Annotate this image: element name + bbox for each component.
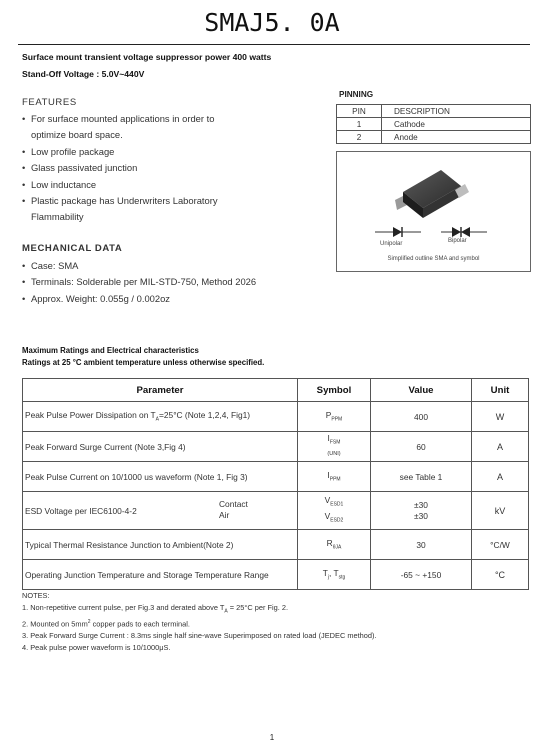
pin-description: Anode (382, 131, 531, 144)
page-number: 1 (269, 733, 275, 742)
list-item: • Low profile package (22, 145, 115, 157)
parameter-cell: ESD Voltage per IEC6100-4-2 Contact Air (23, 492, 298, 530)
note-2: 2. Mounted on $5mm^2$ copper pads to each terminal. (22, 619, 190, 629)
symbol-cell: $T_j$, $T_{stg}$ (298, 560, 371, 590)
symbol-cell: $I_{FSM}$ (UNI) (298, 432, 371, 462)
parameter-cell: Typical Thermal Resistance Junction to Ambient(Note 2) (23, 530, 298, 560)
value-cell: ±30 ±30 (371, 492, 472, 530)
list-item: • Plastic package has Underwriters Laboratory (22, 195, 218, 207)
document-title: SMAJ5. 0A (204, 8, 340, 37)
list-item: • Approx. Weight: 0.055g / 0.002oz (22, 292, 170, 304)
unit-cell: W (472, 402, 529, 432)
unipolar-label: Unipolar (380, 241, 403, 247)
table-row (337, 118, 531, 131)
sma-package-image (337, 152, 530, 271)
condition-contact: Contact (219, 499, 248, 509)
pinning-heading: PINNING (339, 90, 374, 99)
pin-number: 1 (337, 118, 382, 131)
standoff-voltage: Stand-Off Voltage : 5.0V~440V (22, 69, 145, 79)
symbol-cell: $I_{PPM}$ (298, 462, 371, 492)
value-cell: -65 ~ +150 (371, 560, 472, 590)
symbol-cell: $R_{\theta JA}$ (298, 530, 371, 560)
note-3: 3. Peak Forward Surge Current : 8.3ms single half sine-wave Superimposed on rated load (JEDEC method). (22, 631, 377, 641)
value-header: Value (371, 379, 472, 402)
table-row (23, 492, 529, 530)
unit-cell: °C (472, 560, 529, 590)
parameter-header: Parameter (23, 379, 298, 402)
pin-description: Cathode (382, 118, 531, 131)
features-heading: FEATURES (22, 97, 77, 108)
parameter-cell: Operating Junction Temperature and Storage Temperature Range (23, 560, 298, 590)
condition-air: Air (219, 510, 230, 520)
list-item: Flammability (31, 211, 84, 223)
pinning-table (336, 104, 531, 144)
ratings-conditions: Ratings at 25 °C ambient temperature unless otherwise specified. (22, 358, 265, 367)
value-cell: 400 (371, 402, 472, 432)
ratings-heading: Maximum Ratings and Electrical characteristics (22, 346, 199, 355)
list-item: • Glass passivated junction (22, 162, 138, 174)
value-cell: see Table 1 (371, 462, 472, 492)
parameter-cell: Peak Pulse Power Dissipation on $T_A=25^\circ C$ (Note 1,2,4, Fig1) (23, 402, 298, 432)
bipolar-diode-icon (441, 227, 487, 237)
title-rule (18, 44, 530, 45)
product-subtitle: Surface mount transient voltage suppressor power 400 watts (22, 52, 272, 62)
table-row (23, 560, 529, 590)
description-header: DESCRIPTION (382, 105, 531, 118)
symbol-cell: $P_{PPM}$ (298, 402, 371, 432)
parameter-cell: Peak Forward Surge Current (Note 3,Fig 4) (23, 432, 298, 462)
table-row (23, 530, 529, 560)
parameter-cell: Peak Pulse Current on 10/1000 us waveform (Note 1, Fig 3) (23, 462, 298, 492)
package-outline-box (336, 151, 531, 272)
list-item: optimize board space. (31, 129, 123, 141)
unit-cell: kV (472, 492, 529, 530)
notes-heading: NOTES: (22, 591, 50, 600)
value-cell: 60 (371, 432, 472, 462)
ratings-table (22, 378, 529, 590)
list-item: • Case: SMA (22, 260, 79, 271)
unipolar-diode-icon (375, 227, 421, 237)
table-row (337, 131, 531, 144)
list-item: • For surface mounted applications in order to (22, 113, 215, 124)
notes-section (22, 590, 377, 653)
list-item: • Terminals: Solderable per MIL-STD-750, Method 2026 (22, 276, 257, 288)
unit-cell: °C/W (472, 530, 529, 560)
unit-header: Unit (472, 379, 529, 402)
symbol-header: Symbol (298, 379, 371, 402)
note-4: 4. Peak pulse power waveform is 10/1000μS. (22, 642, 171, 652)
package-caption: Simplified outline SMA and symbol (387, 256, 480, 262)
bipolar-label: Bipolar (448, 238, 467, 244)
pin-header: PIN (337, 105, 382, 118)
table-row (23, 462, 529, 492)
value-cell: 30 (371, 530, 472, 560)
note-1: 1. Non-repetitive current pulse, per Fig.3 and derated above $T_A = 25^\circ C$ per Fig. 2. (22, 602, 289, 614)
table-row (337, 105, 531, 118)
unit-cell: A (472, 432, 529, 462)
unit-cell: A (472, 462, 529, 492)
pin-number: 2 (337, 131, 382, 144)
table-row (23, 402, 529, 432)
table-row (23, 379, 529, 402)
symbol-cell: $V_{ESD1}$ $V_{ESD2}$ (298, 492, 371, 530)
mechanical-heading: MECHANICAL DATA (22, 243, 123, 254)
list-item: • Low inductance (22, 178, 97, 190)
mechanical-list (22, 258, 256, 307)
table-row (23, 432, 529, 462)
features-list (22, 111, 218, 226)
